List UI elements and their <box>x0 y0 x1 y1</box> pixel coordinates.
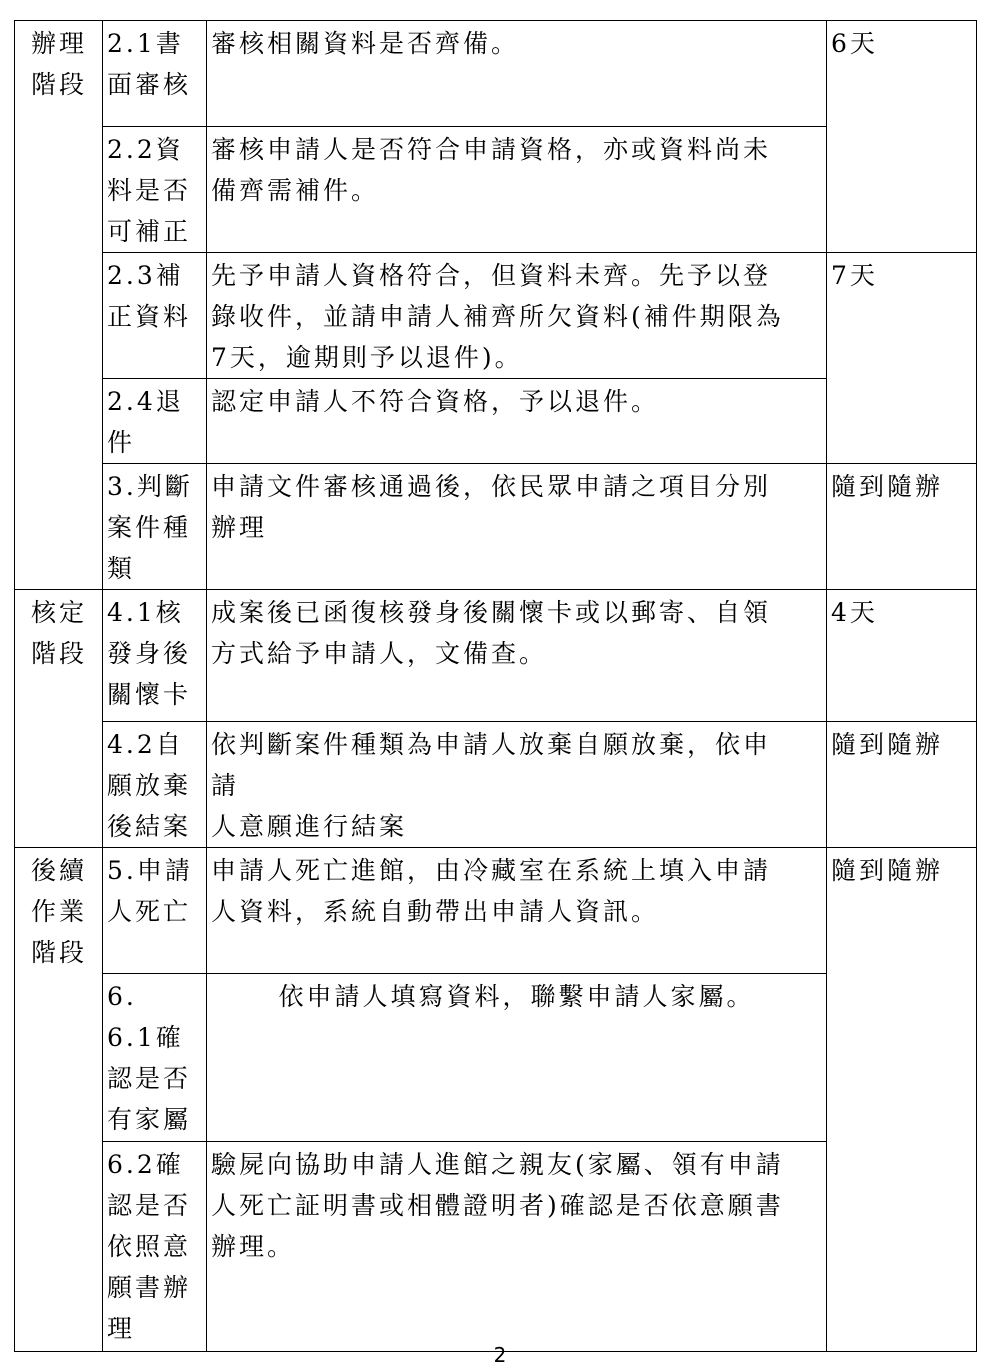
duration-cell: 隨到隨辦 <box>827 464 977 590</box>
stage-cell: 後續 作業 階段 <box>15 848 103 974</box>
description-cell: 審核申請人是否符合申請資格，亦或資料尚未 備齊需補件。 <box>207 127 827 253</box>
duration-cell <box>827 379 977 464</box>
description-cell: 成案後已函復核發身後關懷卡或以郵寄、自領 方式給予申請人，文備查。 <box>207 590 827 722</box>
duration-cell: 6天 <box>827 21 977 127</box>
table-row <box>15 848 977 974</box>
duration-cell: 隨到隨辦 <box>827 722 977 848</box>
stage-cell: 核定 階段 <box>15 590 103 722</box>
description-cell: 先予申請人資格符合，但資料未齊。先予以登 錄收件，並請申請人補齊所欠資料(補件期限為 7天，逾期則予以退件)。 <box>207 253 827 379</box>
description-cell: 審核相關資料是否齊備。 <box>207 21 827 127</box>
duration-cell <box>827 973 977 1141</box>
step-cell: 2.3補 正資料 <box>103 253 207 379</box>
step-cell: 2.1書 面審核 <box>103 21 207 127</box>
step-cell: 2.4退 件 <box>103 379 207 464</box>
table-row <box>15 1141 977 1351</box>
table-row <box>15 379 977 464</box>
description-cell: 申請人死亡進館，由冷藏室在系統上填入申請 人資料，系統自動帶出申請人資訊。 <box>207 848 827 974</box>
stage-cell <box>15 464 103 590</box>
stage-cell <box>15 1141 103 1351</box>
duration-cell <box>827 127 977 253</box>
description-cell: 申請文件審核通過後，依民眾申請之項目分別 辦理 <box>207 464 827 590</box>
duration-cell: 4天 <box>827 590 977 722</box>
step-cell: 6.2確 認是否 依照意 願書辦 理 <box>103 1141 207 1351</box>
step-cell: 4.2自 願放棄 後結案 <box>103 722 207 848</box>
duration-cell: 7天 <box>827 253 977 379</box>
stage-cell: 辦理 階段 <box>15 21 103 127</box>
procedure-table <box>14 20 977 1352</box>
table-row <box>15 464 977 590</box>
step-cell: 6. 6.1確 認是否 有家屬 <box>103 973 207 1141</box>
table-row <box>15 590 977 722</box>
stage-cell <box>15 722 103 848</box>
table-row <box>15 127 977 253</box>
stage-cell <box>15 127 103 253</box>
step-cell: 4.1核 發身後 關懷卡 <box>103 590 207 722</box>
description-cell: 依申請人填寫資料，聯繫申請人家屬。 <box>207 973 827 1141</box>
duration-cell: 隨到隨辦 <box>827 848 977 974</box>
description-cell: 認定申請人不符合資格，予以退件。 <box>207 379 827 464</box>
table-row <box>15 253 977 379</box>
table-row <box>15 21 977 127</box>
table-row <box>15 722 977 848</box>
description-cell: 依判斷案件種類為申請人放棄自願放棄，依申 請 人意願進行結案 <box>207 722 827 848</box>
stage-cell <box>15 973 103 1141</box>
stage-cell <box>15 379 103 464</box>
step-cell: 3.判斷 案件種 類 <box>103 464 207 590</box>
duration-cell <box>827 1141 977 1351</box>
step-cell: 2.2資 料是否 可補正 <box>103 127 207 253</box>
description-cell: 驗屍向協助申請人進館之親友(家屬、領有申請 人死亡証明書或相體證明者)確認是否依意願書 辦理。 <box>207 1141 827 1351</box>
table-row <box>15 973 977 1141</box>
stage-cell <box>15 253 103 379</box>
step-cell: 5.申請 人死亡 <box>103 848 207 974</box>
page-number: 2 <box>493 1343 507 1367</box>
